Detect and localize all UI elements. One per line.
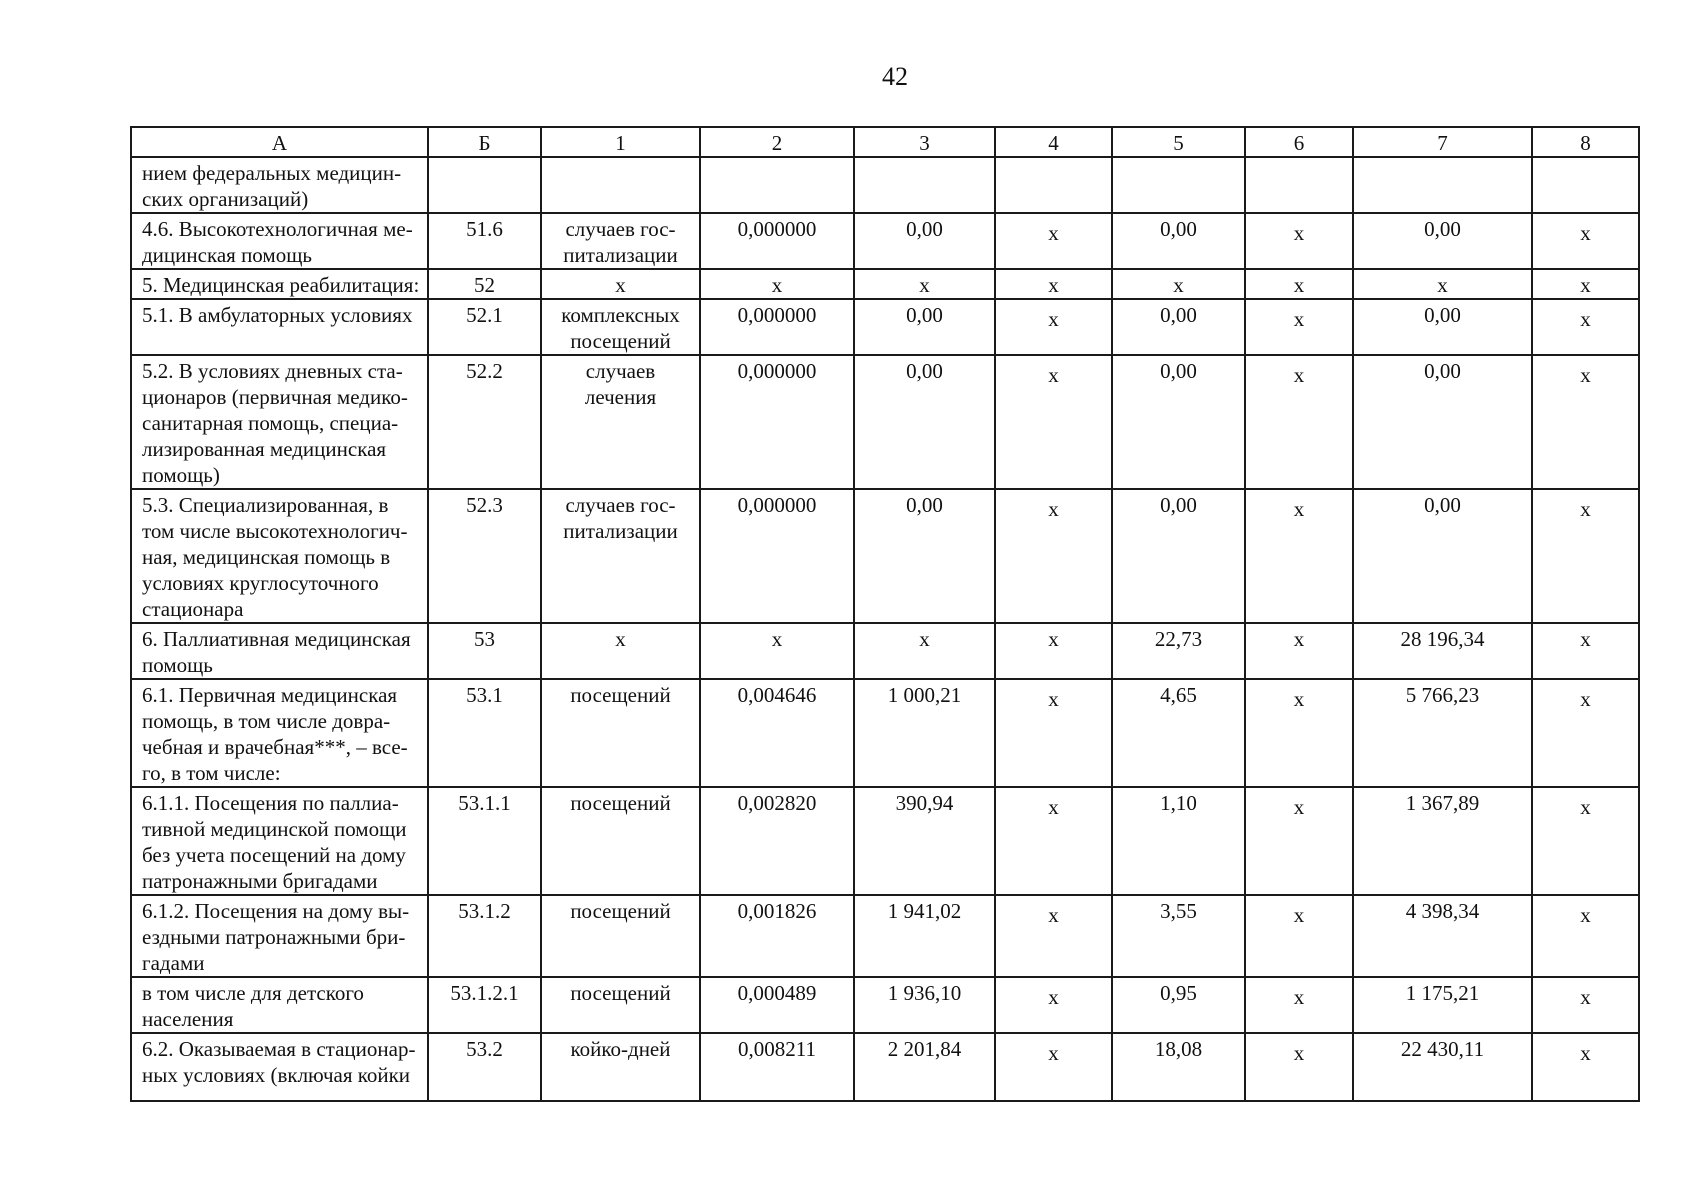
- header-cell: 2: [700, 127, 854, 157]
- value-cell: 0,004646: [700, 679, 854, 787]
- value-cell: 0,00: [854, 299, 995, 355]
- value-cell: [1245, 157, 1353, 213]
- value-cell: 4 398,34: [1353, 895, 1532, 977]
- value-cell: 1 175,21: [1353, 977, 1532, 1033]
- row-code-cell: 51.6: [428, 213, 541, 269]
- unit-cell: [541, 157, 700, 213]
- value-cell: x: [995, 895, 1112, 977]
- value-cell: x: [995, 299, 1112, 355]
- header-cell: 5: [1112, 127, 1245, 157]
- unit-cell: x: [541, 623, 700, 679]
- value-cell: x: [1532, 213, 1639, 269]
- value-cell: [1532, 157, 1639, 213]
- value-cell: 0,00: [1112, 355, 1245, 489]
- value-cell: x: [854, 269, 995, 299]
- value-cell: x: [1245, 299, 1353, 355]
- table-row: [131, 489, 1639, 623]
- unit-cell: случаев гос-питализации: [541, 489, 700, 623]
- value-cell: 4,65: [1112, 679, 1245, 787]
- unit-cell: случаев лечения: [541, 355, 700, 489]
- header-cell: 3: [854, 127, 995, 157]
- value-cell: 3,55: [1112, 895, 1245, 977]
- value-cell: x: [1532, 299, 1639, 355]
- value-cell: 22 430,11: [1353, 1033, 1532, 1101]
- row-code-cell: 53: [428, 623, 541, 679]
- value-cell: 0,00: [1353, 213, 1532, 269]
- header-cell: 1: [541, 127, 700, 157]
- value-cell: x: [1532, 679, 1639, 787]
- table-row: [131, 213, 1639, 269]
- row-name-cell: 4.6. Высокотехнологичная ме-дицинская помощь: [131, 213, 428, 269]
- value-cell: x: [995, 355, 1112, 489]
- table-row: [131, 977, 1639, 1033]
- value-cell: x: [995, 269, 1112, 299]
- row-name-cell: в том числе для детского населения: [131, 977, 428, 1033]
- value-cell: x: [1112, 269, 1245, 299]
- value-cell: [1112, 157, 1245, 213]
- table-row: [131, 299, 1639, 355]
- value-cell: 1 367,89: [1353, 787, 1532, 895]
- table-row: [131, 157, 1639, 213]
- value-cell: x: [1532, 489, 1639, 623]
- row-code-cell: 53.1.2.1: [428, 977, 541, 1033]
- value-cell: x: [1245, 269, 1353, 299]
- row-code-cell: [428, 157, 541, 213]
- value-cell: x: [1245, 623, 1353, 679]
- value-cell: x: [1245, 679, 1353, 787]
- value-cell: 0,002820: [700, 787, 854, 895]
- value-cell: x: [1532, 787, 1639, 895]
- table-row: [131, 1033, 1639, 1101]
- value-cell: 0,00: [854, 213, 995, 269]
- unit-cell: посещений: [541, 977, 700, 1033]
- row-name-cell: 6.1. Первичная медицинская помощь, в том числе довра-чебная и врачебная***, – все-го, в том числе:: [131, 679, 428, 787]
- value-cell: x: [1245, 787, 1353, 895]
- header-cell: 8: [1532, 127, 1639, 157]
- value-cell: 1 941,02: [854, 895, 995, 977]
- value-cell: 0,00: [1353, 299, 1532, 355]
- row-code-cell: 53.1.1: [428, 787, 541, 895]
- value-cell: x: [995, 489, 1112, 623]
- value-cell: 0,00: [854, 489, 995, 623]
- value-cell: x: [995, 1033, 1112, 1101]
- value-cell: x: [1353, 269, 1532, 299]
- unit-cell: комплексных посещений: [541, 299, 700, 355]
- value-cell: x: [1532, 895, 1639, 977]
- page-number: 42: [882, 62, 908, 91]
- value-cell: [700, 157, 854, 213]
- value-cell: 22,73: [1112, 623, 1245, 679]
- row-name-cell: 5. Медицинская реабилитация:: [131, 269, 428, 299]
- table-row: [131, 787, 1639, 895]
- value-cell: 0,00: [1353, 489, 1532, 623]
- value-cell: 0,000000: [700, 213, 854, 269]
- value-cell: 2 201,84: [854, 1033, 995, 1101]
- value-cell: 1 000,21: [854, 679, 995, 787]
- header-cell: Б: [428, 127, 541, 157]
- row-name-cell: 5.2. В условиях дневных ста-ционаров (первичная медико-санитарная помощь, специа-лизированная медицинская помощь): [131, 355, 428, 489]
- value-cell: x: [995, 977, 1112, 1033]
- row-name-cell: 6.1.2. Посещения на дому вы-ездными патронажными бри-гадами: [131, 895, 428, 977]
- value-cell: x: [1245, 489, 1353, 623]
- unit-cell: посещений: [541, 787, 700, 895]
- value-cell: x: [1245, 1033, 1353, 1101]
- value-cell: 0,000000: [700, 489, 854, 623]
- row-code-cell: 52.2: [428, 355, 541, 489]
- value-cell: x: [1245, 213, 1353, 269]
- value-cell: 0,008211: [700, 1033, 854, 1101]
- table-row: [131, 623, 1639, 679]
- value-cell: 18,08: [1112, 1033, 1245, 1101]
- header-cell: А: [131, 127, 428, 157]
- value-cell: 0,000000: [700, 299, 854, 355]
- row-code-cell: 53.2: [428, 1033, 541, 1101]
- value-cell: x: [995, 623, 1112, 679]
- value-cell: x: [1245, 977, 1353, 1033]
- unit-cell: посещений: [541, 895, 700, 977]
- row-code-cell: 52.3: [428, 489, 541, 623]
- table-row: [131, 269, 1639, 299]
- value-cell: x: [700, 623, 854, 679]
- table-row: [131, 355, 1639, 489]
- value-cell: x: [1245, 895, 1353, 977]
- row-name-cell: 6. Паллиативная медицинская помощь: [131, 623, 428, 679]
- value-cell: x: [1245, 355, 1353, 489]
- value-cell: x: [995, 213, 1112, 269]
- value-cell: 28 196,34: [1353, 623, 1532, 679]
- row-name-cell: 5.1. В амбулаторных условиях: [131, 299, 428, 355]
- unit-cell: койко-дней: [541, 1033, 700, 1101]
- row-name-cell: нием федеральных медицин-ских организаций): [131, 157, 428, 213]
- value-cell: 0,001826: [700, 895, 854, 977]
- table-row: [131, 895, 1639, 977]
- value-cell: 1 936,10: [854, 977, 995, 1033]
- row-code-cell: 52.1: [428, 299, 541, 355]
- value-cell: [854, 157, 995, 213]
- header-cell: 4: [995, 127, 1112, 157]
- row-name-cell: 5.3. Специализированная, в том числе высокотехнологич-ная, медицинская помощь в условиях круглосуточного стационара: [131, 489, 428, 623]
- value-cell: [995, 157, 1112, 213]
- header-cell: 6: [1245, 127, 1353, 157]
- value-cell: 0,00: [1112, 299, 1245, 355]
- row-code-cell: 53.1.2: [428, 895, 541, 977]
- value-cell: x: [995, 787, 1112, 895]
- value-cell: 0,00: [1112, 213, 1245, 269]
- value-cell: x: [1532, 355, 1639, 489]
- value-cell: 0,00: [1353, 355, 1532, 489]
- value-cell: x: [854, 623, 995, 679]
- value-cell: x: [995, 679, 1112, 787]
- value-cell: 0,000000: [700, 355, 854, 489]
- value-cell: x: [1532, 977, 1639, 1033]
- header-row: [131, 127, 1639, 157]
- value-cell: [1353, 157, 1532, 213]
- row-code-cell: 52: [428, 269, 541, 299]
- header-cell: 7: [1353, 127, 1532, 157]
- value-cell: 0,95: [1112, 977, 1245, 1033]
- value-cell: 0,000489: [700, 977, 854, 1033]
- unit-cell: посещений: [541, 679, 700, 787]
- value-cell: x: [700, 269, 854, 299]
- value-cell: 390,94: [854, 787, 995, 895]
- row-name-cell: 6.1.1. Посещения по паллиа-тивной медицинской помощи без учета посещений на дому патронажными бригадами: [131, 787, 428, 895]
- data-table: [130, 126, 1640, 1102]
- row-name-cell: 6.2. Оказываемая в стационар-ных условиях (включая койки: [131, 1033, 428, 1101]
- value-cell: 1,10: [1112, 787, 1245, 895]
- unit-cell: x: [541, 269, 700, 299]
- value-cell: 5 766,23: [1353, 679, 1532, 787]
- value-cell: x: [1532, 269, 1639, 299]
- table-row: [131, 679, 1639, 787]
- value-cell: x: [1532, 1033, 1639, 1101]
- value-cell: 0,00: [854, 355, 995, 489]
- value-cell: 0,00: [1112, 489, 1245, 623]
- row-code-cell: 53.1: [428, 679, 541, 787]
- unit-cell: случаев гос-питализации: [541, 213, 700, 269]
- value-cell: x: [1532, 623, 1639, 679]
